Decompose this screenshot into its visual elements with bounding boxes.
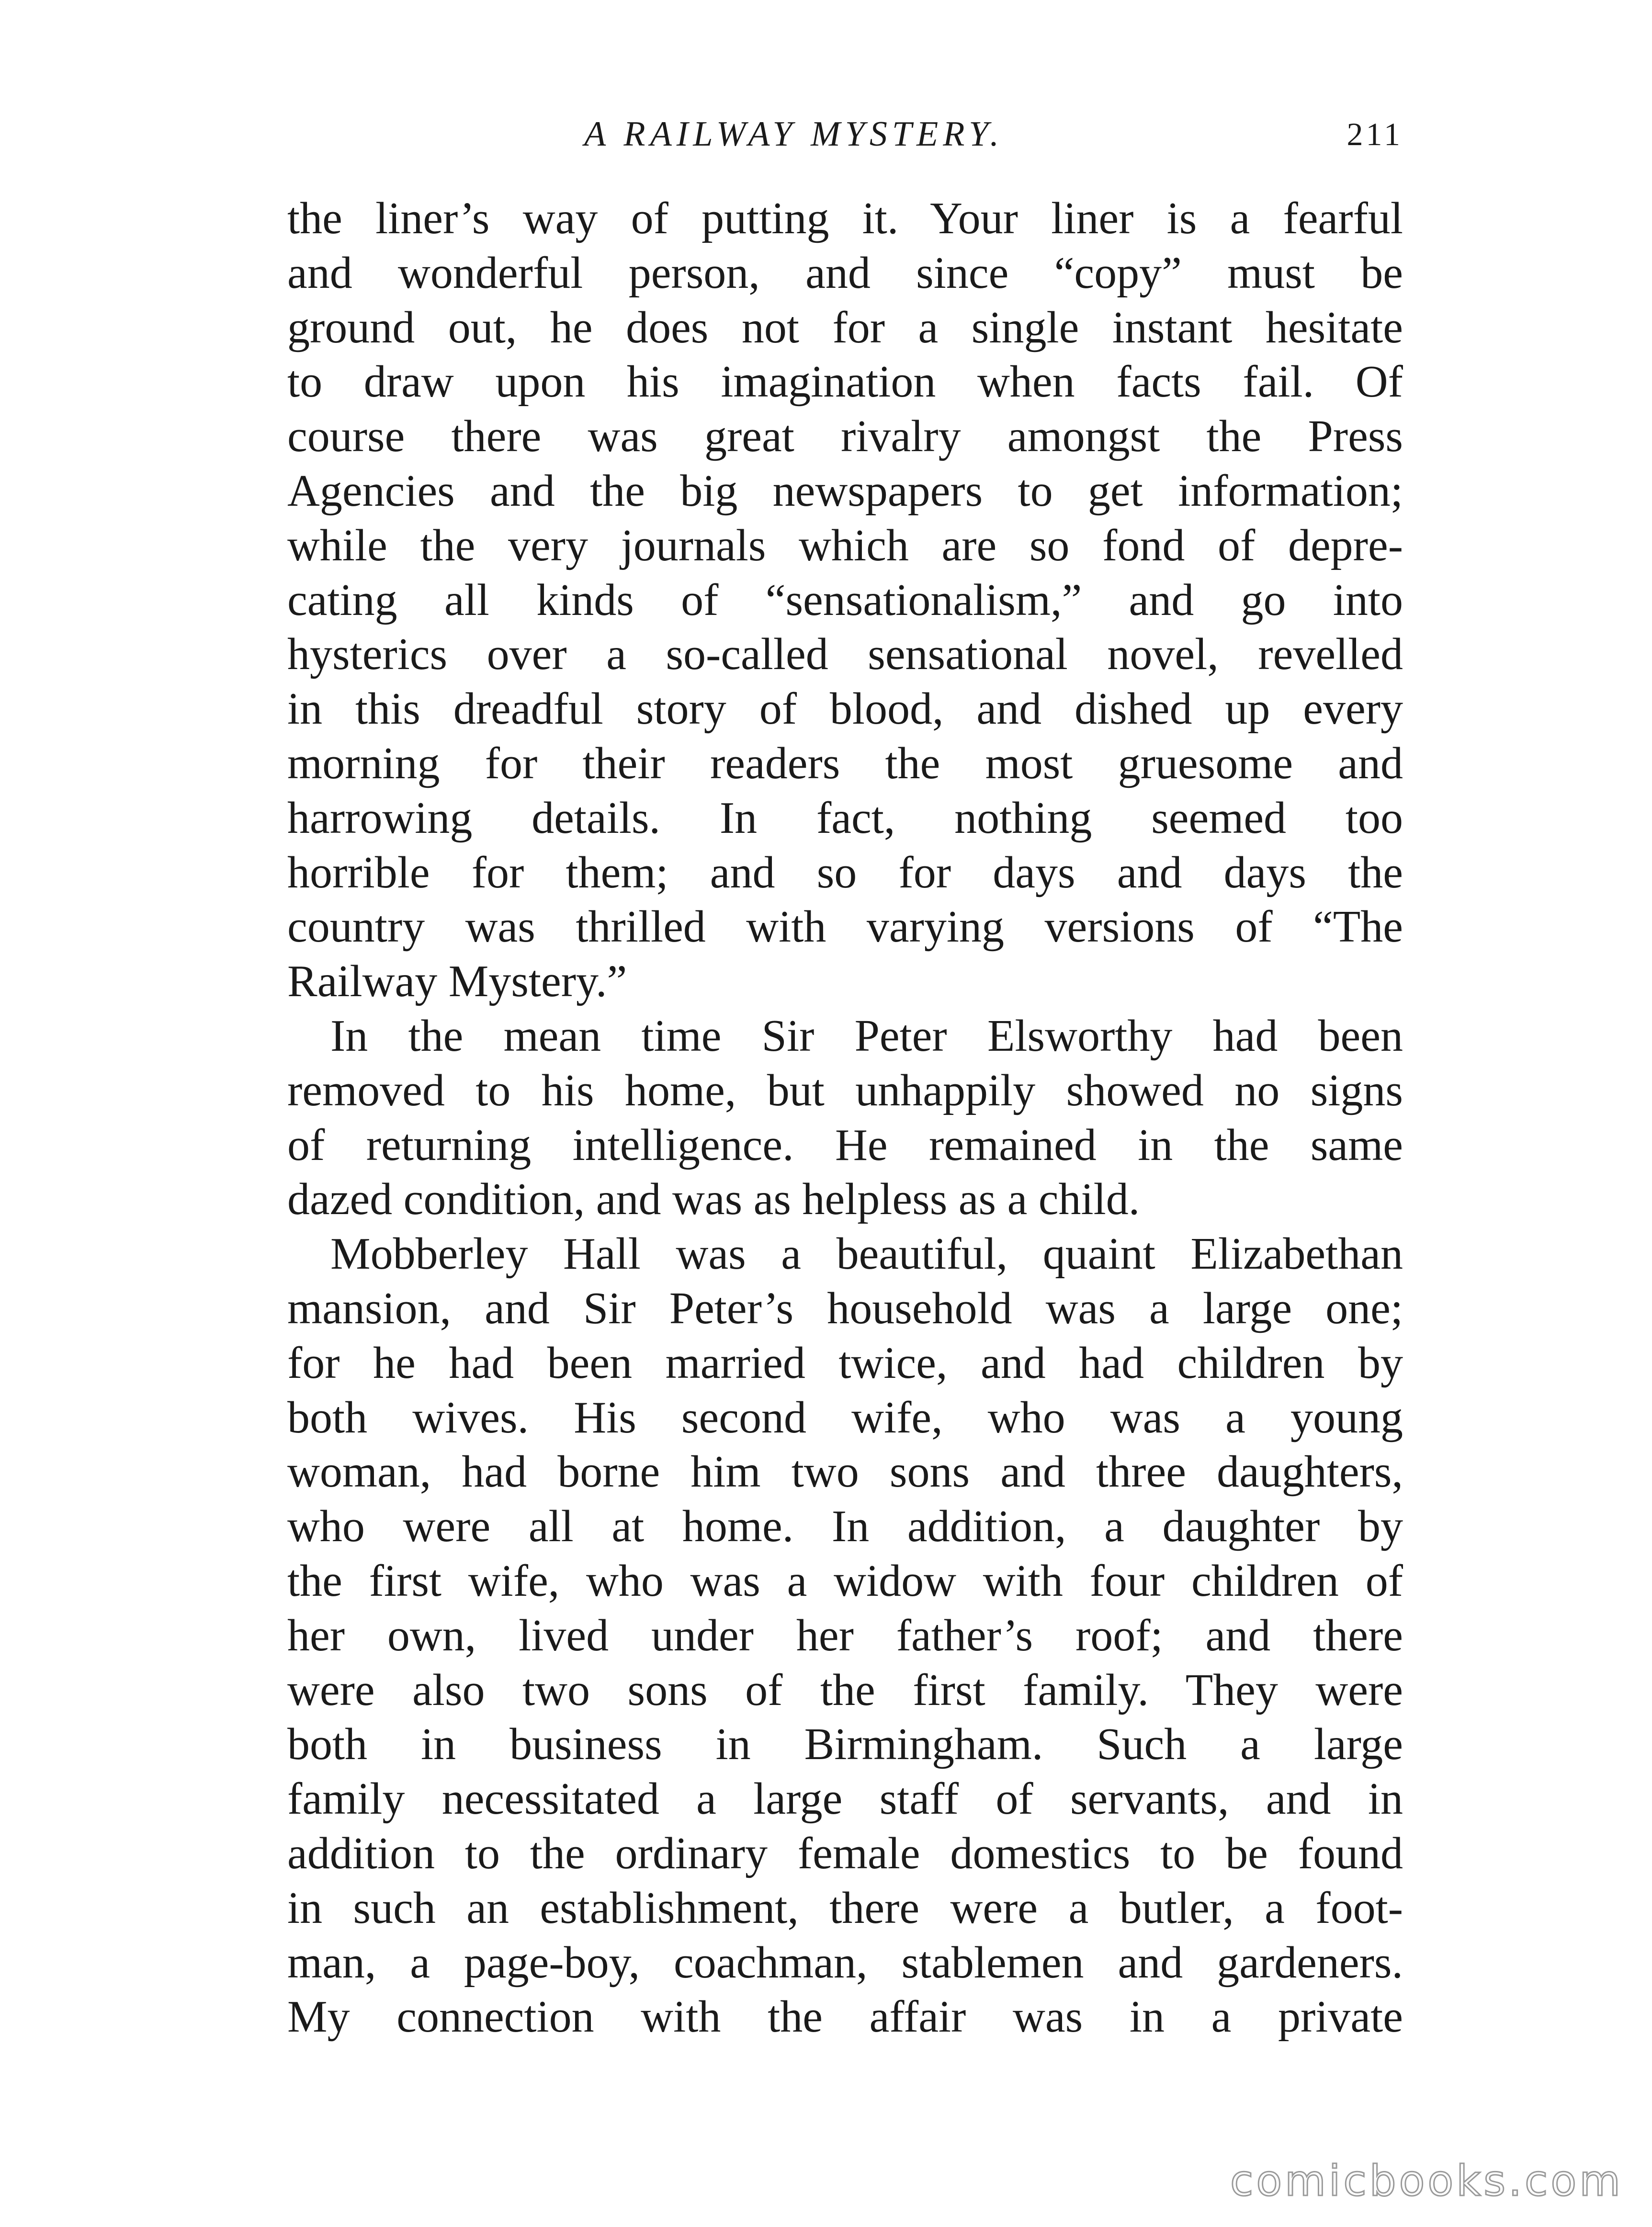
- text-line: family necessitated a large staff of servants, and in: [287, 1774, 1403, 1824]
- text-line: who were all at home. In addition, a daughter by: [287, 1501, 1403, 1552]
- text-line: the liner’s way of putting it. Your liner is a fearful: [287, 193, 1403, 243]
- text-line: in this dreadful story of blood, and dished up every: [287, 684, 1403, 734]
- text-line: of returning intelligence. He remained in the same: [287, 1120, 1403, 1170]
- text-line: Railway Mystery.”: [287, 956, 627, 1007]
- text-line: hysterics over a so-called sensational novel, revelled: [287, 629, 1403, 680]
- text-line: and wonderful person, and since “copy” must be: [287, 248, 1403, 298]
- body-text: [287, 192, 1403, 2045]
- text-line: man, a page-boy, coachman, stablemen and gardeners.: [287, 1937, 1403, 1988]
- text-line: harrowing details. In fact, nothing seemed too: [287, 793, 1403, 843]
- site-watermark: comicbooks.com: [1230, 2156, 1623, 2205]
- text-line: addition to the ordinary female domestics to be found: [287, 1828, 1403, 1878]
- text-line: to draw upon his imagination when facts fail. Of: [287, 357, 1403, 407]
- running-head: [287, 108, 1403, 160]
- text-line: her own, lived under her father’s roof; and there: [287, 1610, 1403, 1660]
- text-line: country was thrilled with varying versions of “The: [287, 902, 1403, 952]
- paragraph-first-line: In the mean time Sir Peter Elsworthy had been: [330, 1011, 1403, 1061]
- text-line: course there was great rivalry amongst the Press: [287, 411, 1403, 462]
- text-line: while the very journals which are so fond of depre-: [287, 520, 1403, 570]
- text-line: both in business in Birmingham. Such a large: [287, 1719, 1403, 1770]
- text-line: for he had been married twice, and had children by: [287, 1338, 1403, 1388]
- text-line: dazed condition, and was as helpless as a child.: [287, 1174, 1140, 1225]
- text-line: in such an establishment, there were a butler, a foot-: [287, 1883, 1403, 1933]
- text-line: My connection with the affair was in a private: [287, 1992, 1403, 2042]
- text-line: cating all kinds of “sensationalism,” and go into: [287, 575, 1403, 625]
- text-line: removed to his home, but unhappily showed no signs: [287, 1065, 1403, 1115]
- text-line: woman, had borne him two sons and three daughters,: [287, 1447, 1403, 1497]
- running-title: A RAILWAY MYSTERY.: [584, 114, 1004, 154]
- text-line: were also two sons of the first family. They were: [287, 1665, 1403, 1715]
- text-line: Agencies and the big newspapers to get information;: [287, 466, 1403, 516]
- text-line: horrible for them; and so for days and days the: [287, 847, 1403, 898]
- text-line: morning for their readers the most gruesome and: [287, 738, 1403, 788]
- text-line: the first wife, who was a widow with four children of: [287, 1556, 1403, 1606]
- text-line: ground out, he does not for a single instant hesitate: [287, 302, 1403, 352]
- text-line: both wives. His second wife, who was a young: [287, 1392, 1403, 1443]
- page-number: 211: [1346, 116, 1403, 152]
- text-line: mansion, and Sir Peter’s household was a large one;: [287, 1283, 1403, 1333]
- paragraph-first-line: Mobberley Hall was a beautiful, quaint Elizabethan: [330, 1229, 1403, 1279]
